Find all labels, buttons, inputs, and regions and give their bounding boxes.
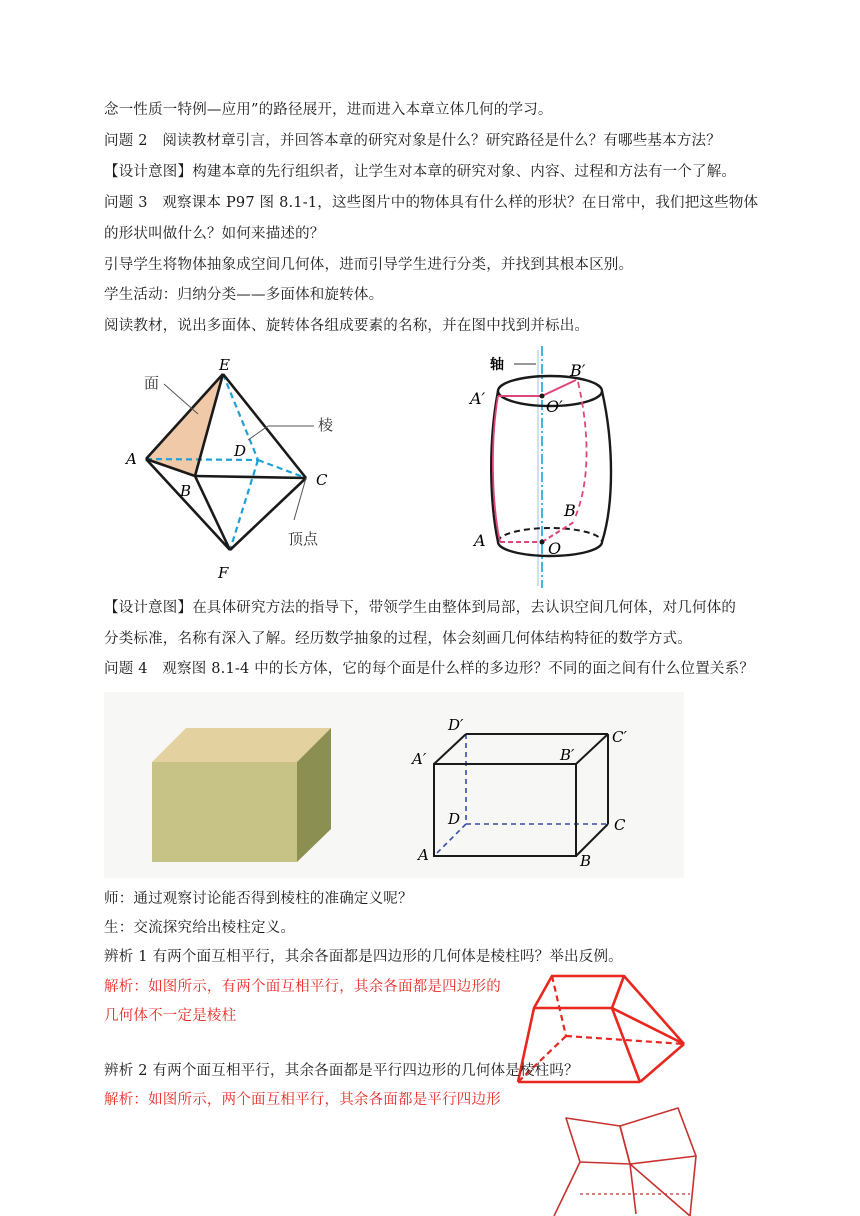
vertex-F: F (218, 564, 229, 582)
vertex-E: E (219, 356, 230, 374)
text-line: 问题 4 观察图 8.1-4 中的长方体，它的每个面是什么样的多边形？不同的面之间有什么位置关系？ (104, 661, 755, 677)
text-line: 阅读教材，说出多面体、旋转体各组成要素的名称，并在图中找到并标出。 (104, 318, 590, 334)
vertex-C-prime: C′ (612, 728, 627, 746)
text-line: 引导学生将物体抽象成空间几何体，进而引导学生进行分类，并找到其根本区别。 (104, 257, 634, 273)
text-line: 问题 3 观察课本 P97 图 8.1-1，这些图片中的物体具有什么样的形状？在日常中，我们把这些物体 (104, 195, 759, 211)
text-line: 问题 2 阅读教材章引言，并回答本章的研究对象是什么？研究路径是什么？有哪些基本方法？ (104, 133, 721, 149)
label-A: A (474, 531, 486, 550)
vertex-D: D (448, 810, 461, 828)
rotation-body-figure (466, 344, 626, 592)
label-A-prime: A′ (470, 389, 486, 408)
vertex-C: C (614, 816, 626, 834)
answer-line: 解析：如图所示，有两个面互相平行，其余各面都是四边形的 (104, 979, 501, 995)
label-edge: 棱 (318, 416, 334, 434)
text-line: 【设计意图】构建本章的先行组织者，让学生对本章的研究对象、内容、过程和方法有一个了解。 (104, 164, 737, 180)
text-line: 分类标准，名称有深入了解。经历数学抽象的过程，体会刻画几何体结构特征的数学方式。 (104, 631, 692, 647)
vertex-B: B (180, 482, 192, 500)
text-line: 学生活动：归纳分类——多面体和旋转体。 (104, 287, 384, 303)
text-line: 【设计意图】在具体研究方法的指导下，带领学生由整体到局部，去认识空间几何体，对几何体的 (104, 600, 737, 616)
label-B-prime: B′ (570, 361, 586, 380)
vertex-B-prime: B′ (560, 746, 575, 764)
answer-line: 几何体不一定是棱柱 (104, 1008, 237, 1024)
vertex-A-prime: A′ (412, 750, 427, 768)
edge (195, 476, 230, 550)
text-line: 的形状叫做什么？如何来描述的？ (104, 226, 325, 242)
label-vertex: 顶点 (288, 530, 319, 548)
octahedron-figure (118, 352, 358, 584)
vertex-A: A (126, 450, 137, 468)
vertex-C: C (316, 471, 328, 489)
label-O: O (548, 539, 562, 558)
vertex-D: D (234, 442, 247, 460)
vertex-A: A (418, 846, 429, 864)
text-line: 生：交流探究给出棱柱定义。 (104, 920, 296, 936)
text-line: 辨析 2 有两个面互相平行，其余各面都是平行四边形的几何体是棱柱吗？ (104, 1063, 579, 1079)
vertex-B: B (580, 852, 592, 870)
label-O-prime: O′ (546, 397, 563, 416)
counterexample-2-figure (550, 1104, 700, 1216)
label-face: 面 (144, 374, 160, 392)
label-B: B (564, 501, 576, 520)
text-line: 辨析 1 有两个面互相平行，其余各面都是四边形的几何体是棱柱吗？举出反例。 (104, 949, 623, 965)
answer-line: 解析：如图所示，两个面互相平行，其余各面都是平行四边形 (104, 1092, 501, 1108)
label-axis: 轴 (490, 357, 504, 373)
cuboid-figure (404, 712, 634, 872)
text-line: 念一性质一特例—应用”的路径展开，进而进入本章立体几何的学习。 (104, 102, 553, 118)
text-line: 师：通过观察讨论能否得到棱柱的准确定义呢？ (104, 891, 413, 907)
vertex-D-prime: D′ (448, 716, 464, 734)
edge (195, 476, 306, 478)
